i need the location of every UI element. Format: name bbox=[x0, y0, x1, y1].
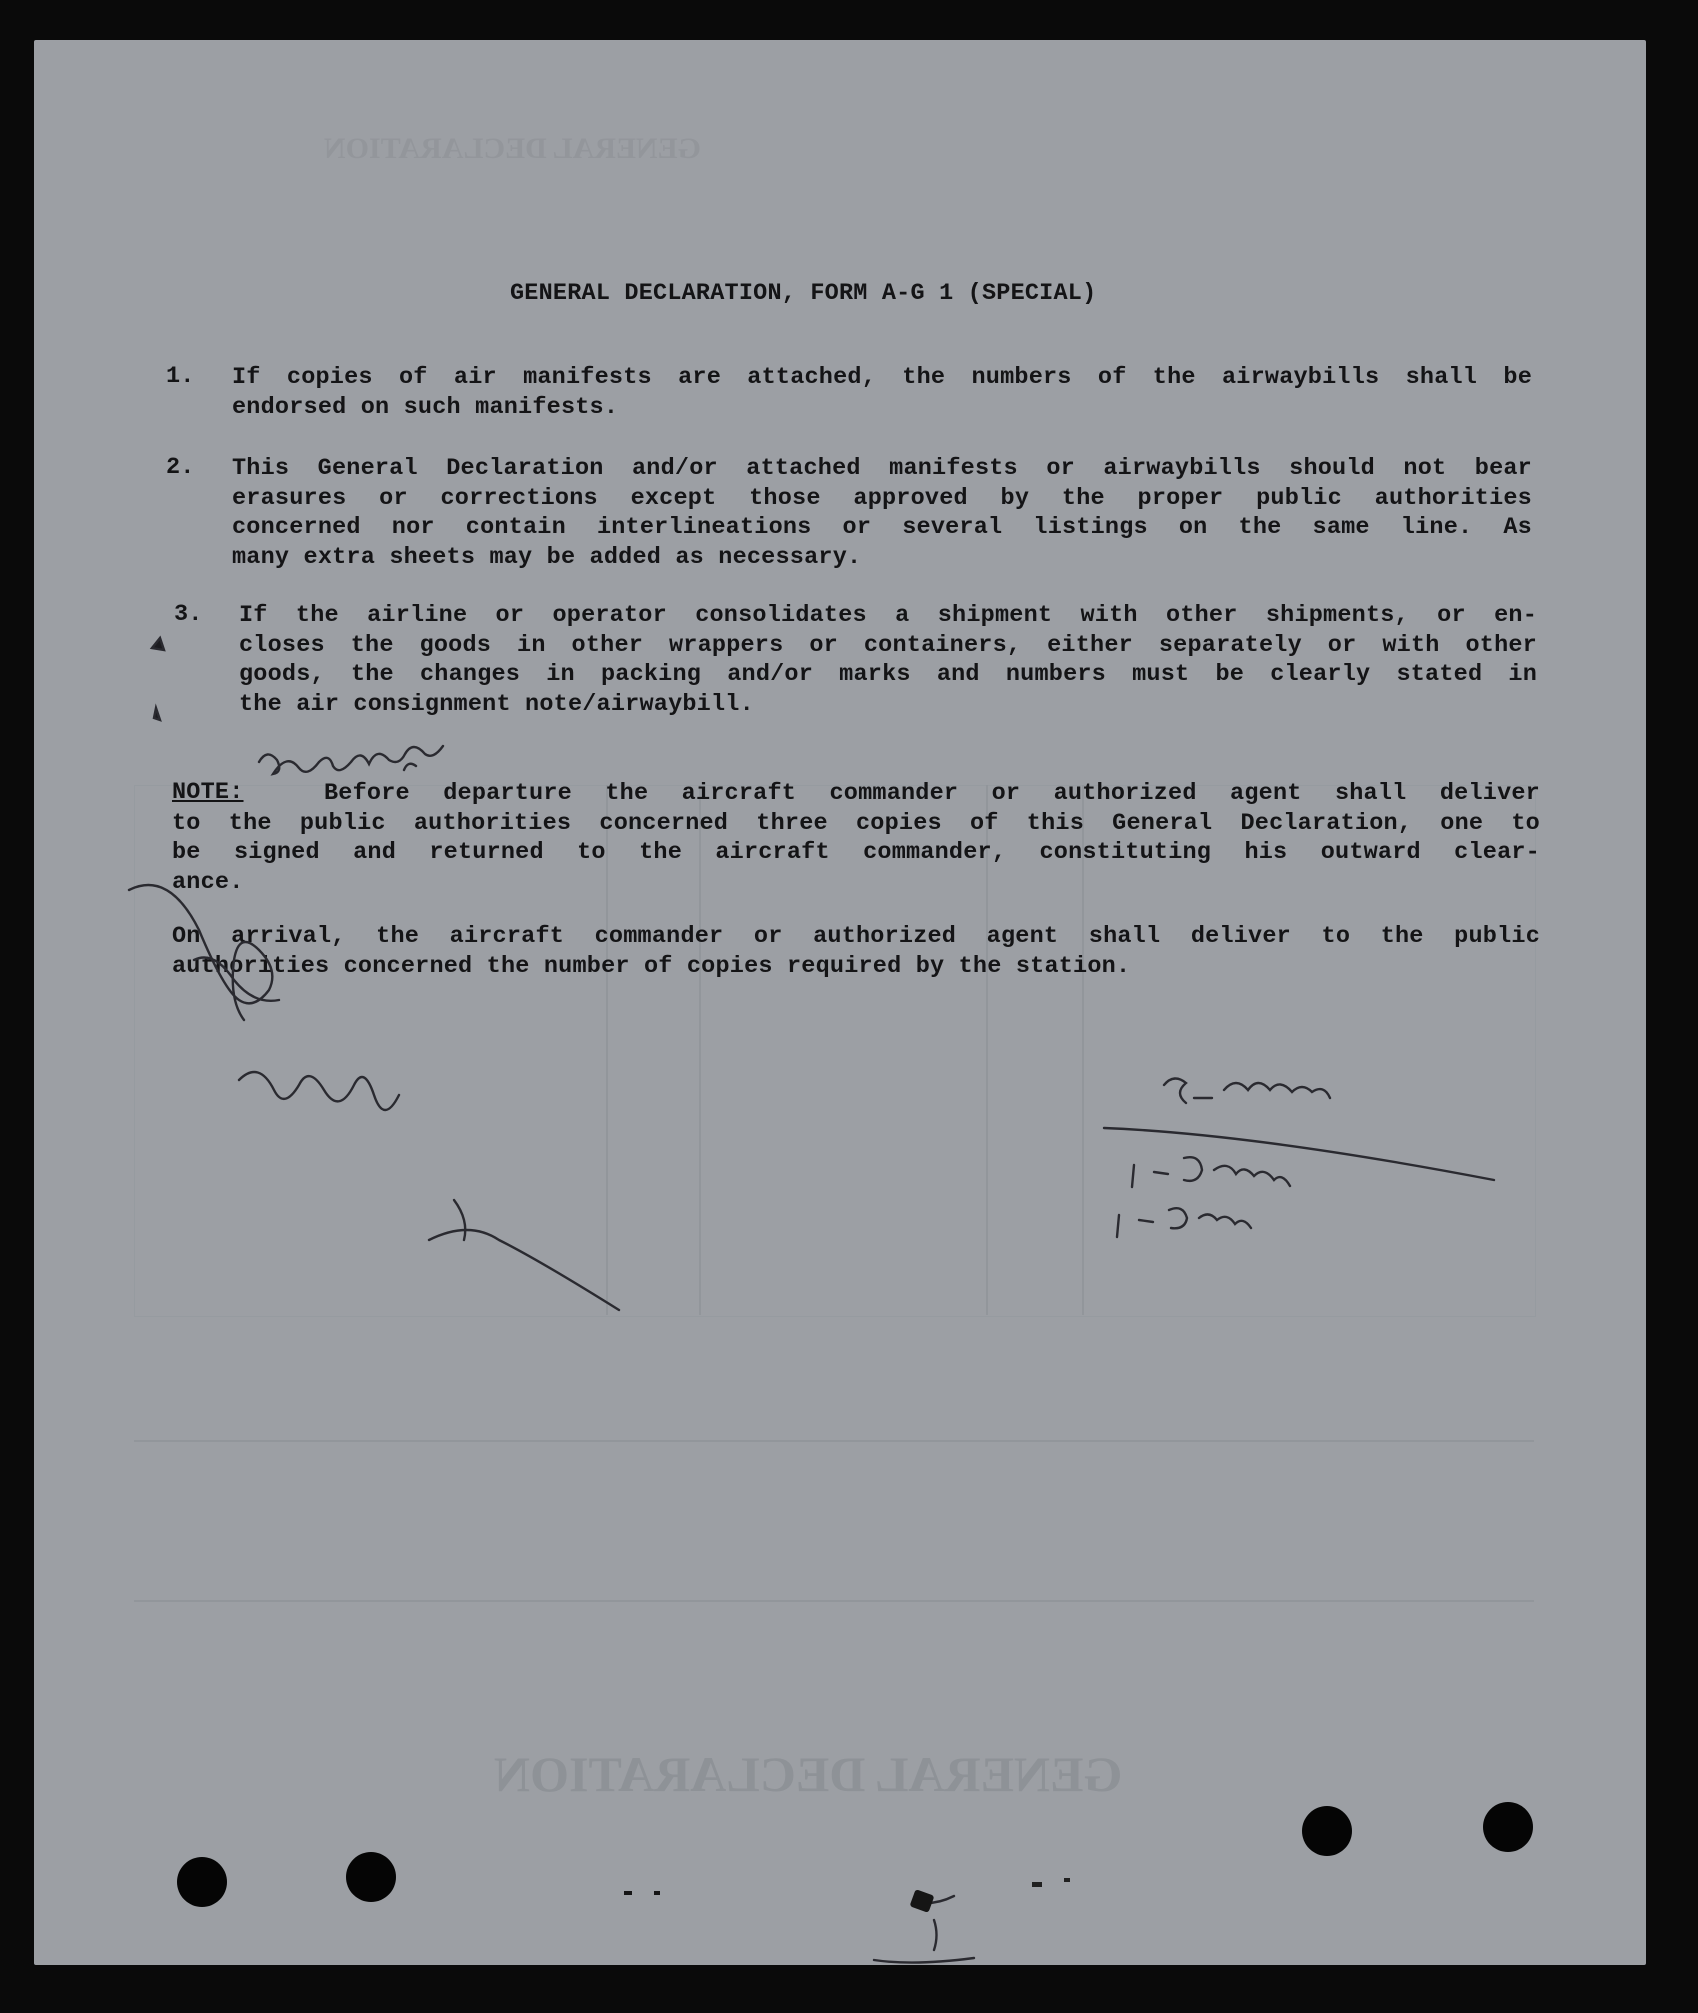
note-text bbox=[172, 779, 1540, 897]
bleed-through-heading: GENERAL DECLARATION bbox=[494, 1746, 1123, 1802]
bleed-through-heading: GENERAL DECLARATION bbox=[324, 132, 702, 165]
document-page bbox=[34, 40, 1646, 1965]
pencil-annotation bbox=[259, 746, 443, 774]
paper-speck bbox=[624, 1891, 632, 1895]
note-label: NOTE: bbox=[172, 779, 244, 806]
text-line: erasures or corrections except those approved by the proper public authorities bbox=[232, 484, 1532, 512]
text-line: many extra sheets may be added as necessary. bbox=[232, 543, 862, 571]
arrival-text bbox=[172, 922, 1540, 981]
paper-speck bbox=[1032, 1882, 1042, 1887]
item-3-text bbox=[239, 601, 1537, 719]
text-line: On arrival, the aircraft commander or authorized agent shall deliver to the public bbox=[172, 923, 1540, 950]
document-title: GENERAL DECLARATION, FORM A-G 1 (SPECIAL) bbox=[510, 280, 1097, 307]
margin-mark bbox=[154, 708, 160, 720]
text-line: to the public authorities concerned three copies of this General Declaration, one to bbox=[172, 809, 1540, 837]
text-line: concerned nor contain interlineations or several listings on the same line. As bbox=[232, 514, 1532, 541]
text-line: Before departure the aircraft commander or authorized agent shall deliver bbox=[324, 780, 1540, 807]
text-line: be signed and returned to the aircraft commander, constituting his outward clear- bbox=[172, 839, 1540, 866]
punch-hole bbox=[1302, 1806, 1352, 1856]
paper-speck bbox=[654, 1891, 660, 1895]
item-number: 3. bbox=[174, 601, 203, 628]
punch-hole bbox=[346, 1852, 396, 1902]
paper-speck bbox=[1064, 1878, 1070, 1882]
item-1-text bbox=[232, 363, 1532, 422]
text-line: If the airline or operator consolidates a shipment with other shipments, or en- bbox=[239, 602, 1537, 629]
item-number: 2. bbox=[166, 454, 195, 481]
punch-hole bbox=[177, 1857, 227, 1907]
text-line: the air consignment note/airwaybill. bbox=[239, 690, 754, 718]
bleed-through-divider bbox=[134, 1440, 1534, 1442]
text-line: authorities concerned the number of copies required by the station. bbox=[172, 952, 1131, 980]
text-line: If copies of air manifests are attached, the numbers of the airwaybills shall be bbox=[232, 364, 1532, 391]
text-line: endorsed on such manifests. bbox=[232, 393, 619, 421]
margin-mark bbox=[152, 638, 164, 650]
paper-speck bbox=[910, 1889, 935, 1913]
punch-hole bbox=[1483, 1802, 1533, 1852]
item-2-text bbox=[232, 454, 1532, 572]
text-line: closes the goods in other wrappers or containers, either separately or with other bbox=[239, 631, 1537, 659]
item-number: 1. bbox=[166, 363, 195, 390]
bleed-through-divider bbox=[134, 1600, 1534, 1602]
text-line: ance. bbox=[172, 868, 244, 896]
text-line: This General Declaration and/or attached manifests or airwaybills should not bear bbox=[232, 455, 1532, 482]
text-line: goods, the changes in packing and/or marks and numbers must be clearly stated in bbox=[239, 661, 1537, 688]
